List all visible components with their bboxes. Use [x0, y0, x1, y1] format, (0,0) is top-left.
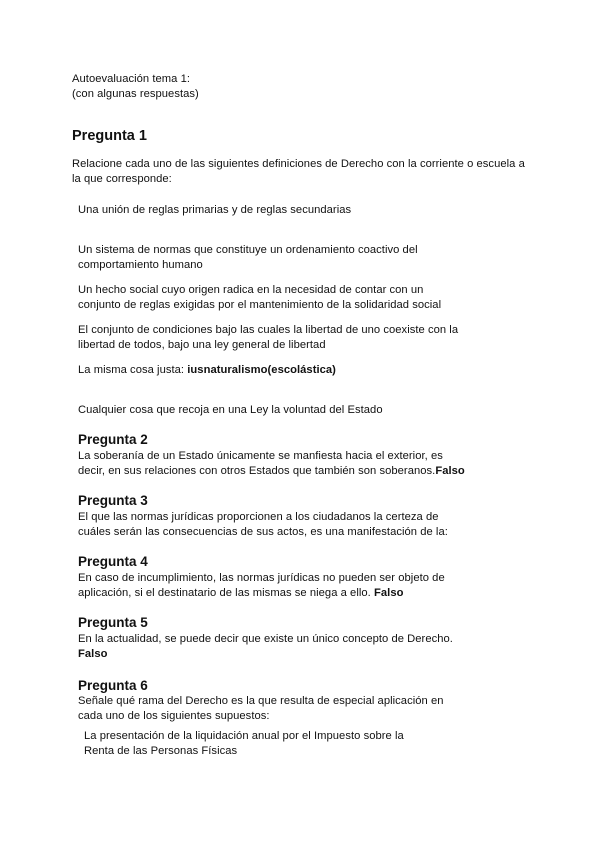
definition-4-line1: El conjunto de condiciones bajo las cuales la libertad de uno coexiste con la	[78, 324, 459, 336]
case-1-line1: La presentación de la liquidación anual por el Impuesto sobre la	[84, 730, 404, 742]
definition-2-line2: comportamiento humano	[78, 259, 203, 271]
question-2-title: Pregunta 2	[78, 432, 148, 447]
definition-2-line1: Un sistema de normas que constituye un ordenamiento coactivo del	[78, 244, 418, 256]
question-3-line2: cuáles serán las consecuencias de sus actos, es una manifestación de la:	[78, 526, 448, 538]
question-4-line2-text: aplicación, si el destinatario de las mismas se niega a ello.	[78, 587, 374, 599]
case-1-line2: Renta de las Personas Físicas	[84, 745, 238, 757]
question-1-title: Pregunta 1	[72, 128, 147, 144]
question-1-intro-line1: Relacione cada uno de las siguientes definiciones de Derecho con la corriente o escuela a	[72, 158, 525, 170]
question-3-line1: El que las normas jurídicas proporcionen a los ciudadanos la certeza de	[78, 511, 439, 523]
question-4-title: Pregunta 4	[78, 554, 148, 569]
question-2-line1: La soberanía de un Estado únicamente se manfiesta hacia el exterior, es	[78, 450, 443, 462]
question-2-line2-text: decir, en sus relaciones con otros Estados que también son soberanos.	[78, 465, 436, 477]
question-5-title: Pregunta 5	[78, 615, 148, 630]
question-4-line1: En caso de incumplimiento, las normas jurídicas no pueden ser objeto de	[78, 572, 445, 584]
doc-header-title: Autoevaluación tema 1:	[72, 73, 191, 85]
question-5-answer	[78, 647, 107, 662]
definition-4-line2: libertad de todos, bajo una ley general de libertad	[78, 339, 326, 351]
definition-3-line2: conjunto de reglas exigidas por el mantenimiento de la solidaridad social	[78, 299, 442, 311]
question-1-intro-line2: la que corresponde:	[72, 173, 172, 185]
question-5-line1: En la actualidad, se puede decir que existe un único concepto de Derecho.	[78, 633, 453, 645]
definition-5-text: La misma cosa justa:	[78, 364, 188, 376]
question-4-line2	[78, 586, 403, 601]
definition-3-line1: Un hecho social cuyo origen radica en la necesidad de contar con un	[78, 284, 424, 296]
question-6-line2: cada uno de los siguientes supuestos:	[78, 710, 270, 722]
doc-header-subtitle: (con algunas respuestas)	[72, 88, 199, 100]
definition-5-answer: iusnaturalismo(escolástica)	[187, 364, 336, 376]
question-6-line1: Señale qué rama del Derecho es la que resulta de especial aplicación en	[78, 695, 444, 707]
definition-5	[78, 363, 336, 378]
question-6-title: Pregunta 6	[78, 678, 148, 693]
question-5-answer-text: Falso	[78, 648, 108, 660]
definition-6: Cualquier cosa que recoja en una Ley la voluntad del Estado	[78, 404, 383, 416]
question-2-answer: Falso	[435, 465, 465, 477]
question-2-line2	[78, 464, 465, 479]
definition-1: Una unión de reglas primarias y de reglas secundarias	[78, 204, 352, 216]
question-4-answer: Falso	[374, 587, 404, 599]
question-3-title: Pregunta 3	[78, 493, 148, 508]
